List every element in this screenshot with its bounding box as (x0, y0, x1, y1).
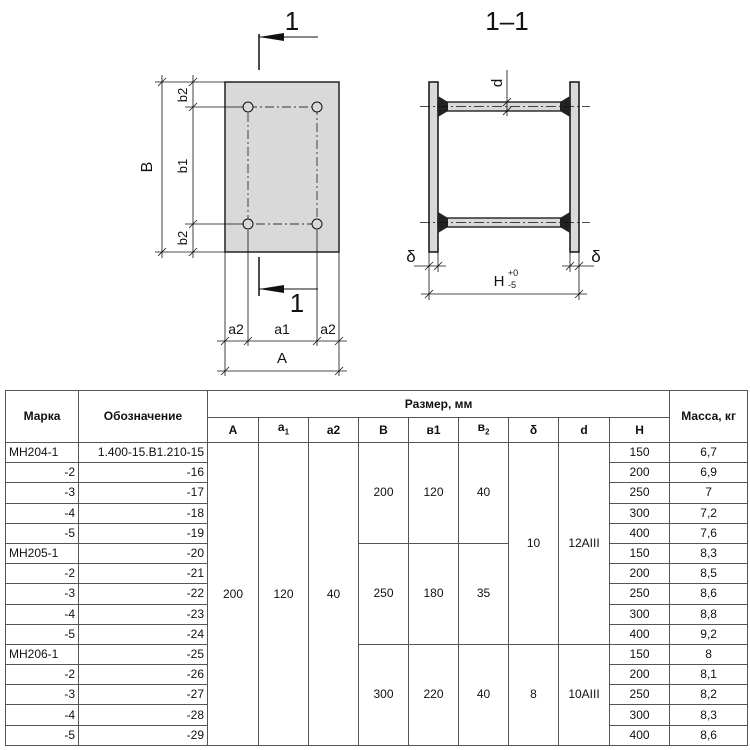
cell-oboz: -16 (79, 463, 208, 483)
cell-H: 250 (610, 584, 670, 604)
cell-v1: 220 (409, 644, 459, 745)
label-a2-right: a2 (320, 321, 336, 337)
cell-a1: 120 (259, 443, 309, 746)
cell-H: 400 (610, 624, 670, 644)
cell-H: 200 (610, 665, 670, 685)
header-v2: $в_2$ (459, 418, 509, 443)
section-cut-bottom (259, 257, 318, 296)
cell-H: 150 (610, 543, 670, 563)
hole (312, 102, 322, 112)
cell-mass: 8 (670, 644, 748, 664)
cell-H: 300 (610, 503, 670, 523)
cell-marka: МН206-1 (6, 644, 79, 664)
cell-marka: -3 (6, 483, 79, 503)
cell-oboz: -22 (79, 584, 208, 604)
cell-oboz: -19 (79, 523, 208, 543)
hole (312, 219, 322, 229)
label-delta-right: δ (591, 247, 601, 266)
cell-marka: МН205-1 (6, 543, 79, 563)
cell-oboz: -24 (79, 624, 208, 644)
cell-mass: 8,5 (670, 564, 748, 584)
label-a1: a1 (274, 321, 290, 337)
cell-oboz: -27 (79, 685, 208, 705)
cell-H: 200 (610, 564, 670, 584)
table-row (6, 543, 748, 563)
end-plate-right (570, 82, 579, 252)
cell-delta: 10 (509, 443, 559, 645)
cell-H: 150 (610, 443, 670, 463)
cell-H: 300 (610, 705, 670, 725)
cell-mass: 8,3 (670, 705, 748, 725)
cell-oboz: -26 (79, 665, 208, 685)
cell-H: 400 (610, 523, 670, 543)
cell-H: 200 (610, 463, 670, 483)
cell-H: 400 (610, 725, 670, 745)
label-b2-bottom: b2 (175, 230, 190, 246)
cell-marka: -4 (6, 503, 79, 523)
cell-mass: 8,3 (670, 543, 748, 563)
header-B: B (359, 418, 409, 443)
cell-marka: МН204-1 (6, 443, 79, 463)
header-razmer: Размер, мм (208, 391, 670, 418)
header-a1: $a_1$ (259, 418, 309, 443)
cell-mass: 8,2 (670, 685, 748, 705)
cell-oboz: 1.400-15.В1.210-15 (79, 443, 208, 463)
cell-H: 250 (610, 483, 670, 503)
cell-d: 12AIII (559, 443, 610, 645)
cell-oboz: -17 (79, 483, 208, 503)
section-mark-top: 1 (284, 6, 300, 36)
cell-H: 150 (610, 644, 670, 664)
header-a2: a2 (309, 418, 359, 443)
cell-B: 250 (359, 543, 409, 644)
cell-oboz: -21 (79, 564, 208, 584)
cell-marka: -2 (6, 665, 79, 685)
cell-marka: -5 (6, 725, 79, 745)
header-d: d (559, 418, 610, 443)
cell-mass: 8,6 (670, 584, 748, 604)
hole (243, 219, 253, 229)
section-title: 1–1 (485, 6, 529, 36)
cell-mass: 6,7 (670, 443, 748, 463)
cell-oboz: -29 (79, 725, 208, 745)
cell-oboz: -28 (79, 705, 208, 725)
cell-marka: -4 (6, 604, 79, 624)
cell-mass: 8,8 (670, 604, 748, 624)
cell-marka: -5 (6, 624, 79, 644)
header-delta: δ (509, 418, 559, 443)
cell-v2: 40 (459, 443, 509, 544)
cell-mass: 8,6 (670, 725, 748, 745)
cell-marka: -2 (6, 564, 79, 584)
cell-oboz: -25 (79, 644, 208, 664)
end-plate-left (429, 82, 438, 252)
cell-marka: -2 (6, 463, 79, 483)
table-row (6, 644, 748, 664)
cell-v1: 180 (409, 543, 459, 644)
cell-H: 300 (610, 604, 670, 624)
cell-mass: 7,2 (670, 503, 748, 523)
cell-marka: -3 (6, 685, 79, 705)
cell-a2: 40 (309, 443, 359, 746)
cell-v2: 35 (459, 543, 509, 644)
plan-view (155, 33, 347, 376)
label-d: d (489, 78, 506, 88)
label-b2-top: b2 (175, 87, 190, 103)
cell-mass: 6,9 (670, 463, 748, 483)
section-mark-bottom: 1 (289, 288, 305, 318)
cell-mass: 9,2 (670, 624, 748, 644)
label-H-tol-top: +0 (507, 268, 519, 278)
cell-marka: -4 (6, 705, 79, 725)
label-H-tol-bottom: -5 (507, 280, 517, 290)
label-A: A (276, 350, 288, 367)
label-a2-left: a2 (228, 321, 244, 337)
header-H: H (610, 418, 670, 443)
cell-v1: 120 (409, 443, 459, 544)
label-H: H (493, 273, 505, 290)
label-delta-left: δ (406, 247, 416, 266)
header-v1: в1 (409, 418, 459, 443)
cell-mass: 7,6 (670, 523, 748, 543)
header-A: А (208, 418, 259, 443)
header-marka: Марка (6, 391, 79, 443)
label-b1: b1 (175, 158, 190, 174)
section-view (414, 70, 594, 300)
cell-delta: 8 (509, 644, 559, 745)
cell-oboz: -23 (79, 604, 208, 624)
header-massa: Масса, кг (670, 391, 748, 443)
cell-marka: -5 (6, 523, 79, 543)
cell-d: 10AIII (559, 644, 610, 745)
cell-oboz: -20 (79, 543, 208, 563)
cell-B: 200 (359, 443, 409, 544)
cell-mass: 7 (670, 483, 748, 503)
cell-v2: 40 (459, 644, 509, 745)
specification-table (5, 390, 748, 746)
label-B: B (139, 161, 156, 173)
cell-marka: -3 (6, 584, 79, 604)
header-oboznachenie: Обозначение (79, 391, 208, 443)
table-row (6, 443, 748, 463)
cell-mass: 8,1 (670, 665, 748, 685)
cell-B: 300 (359, 644, 409, 745)
cell-oboz: -18 (79, 503, 208, 523)
cell-H: 250 (610, 685, 670, 705)
section-cut-top (259, 33, 318, 70)
hole (243, 102, 253, 112)
cell-A: 200 (208, 443, 259, 746)
